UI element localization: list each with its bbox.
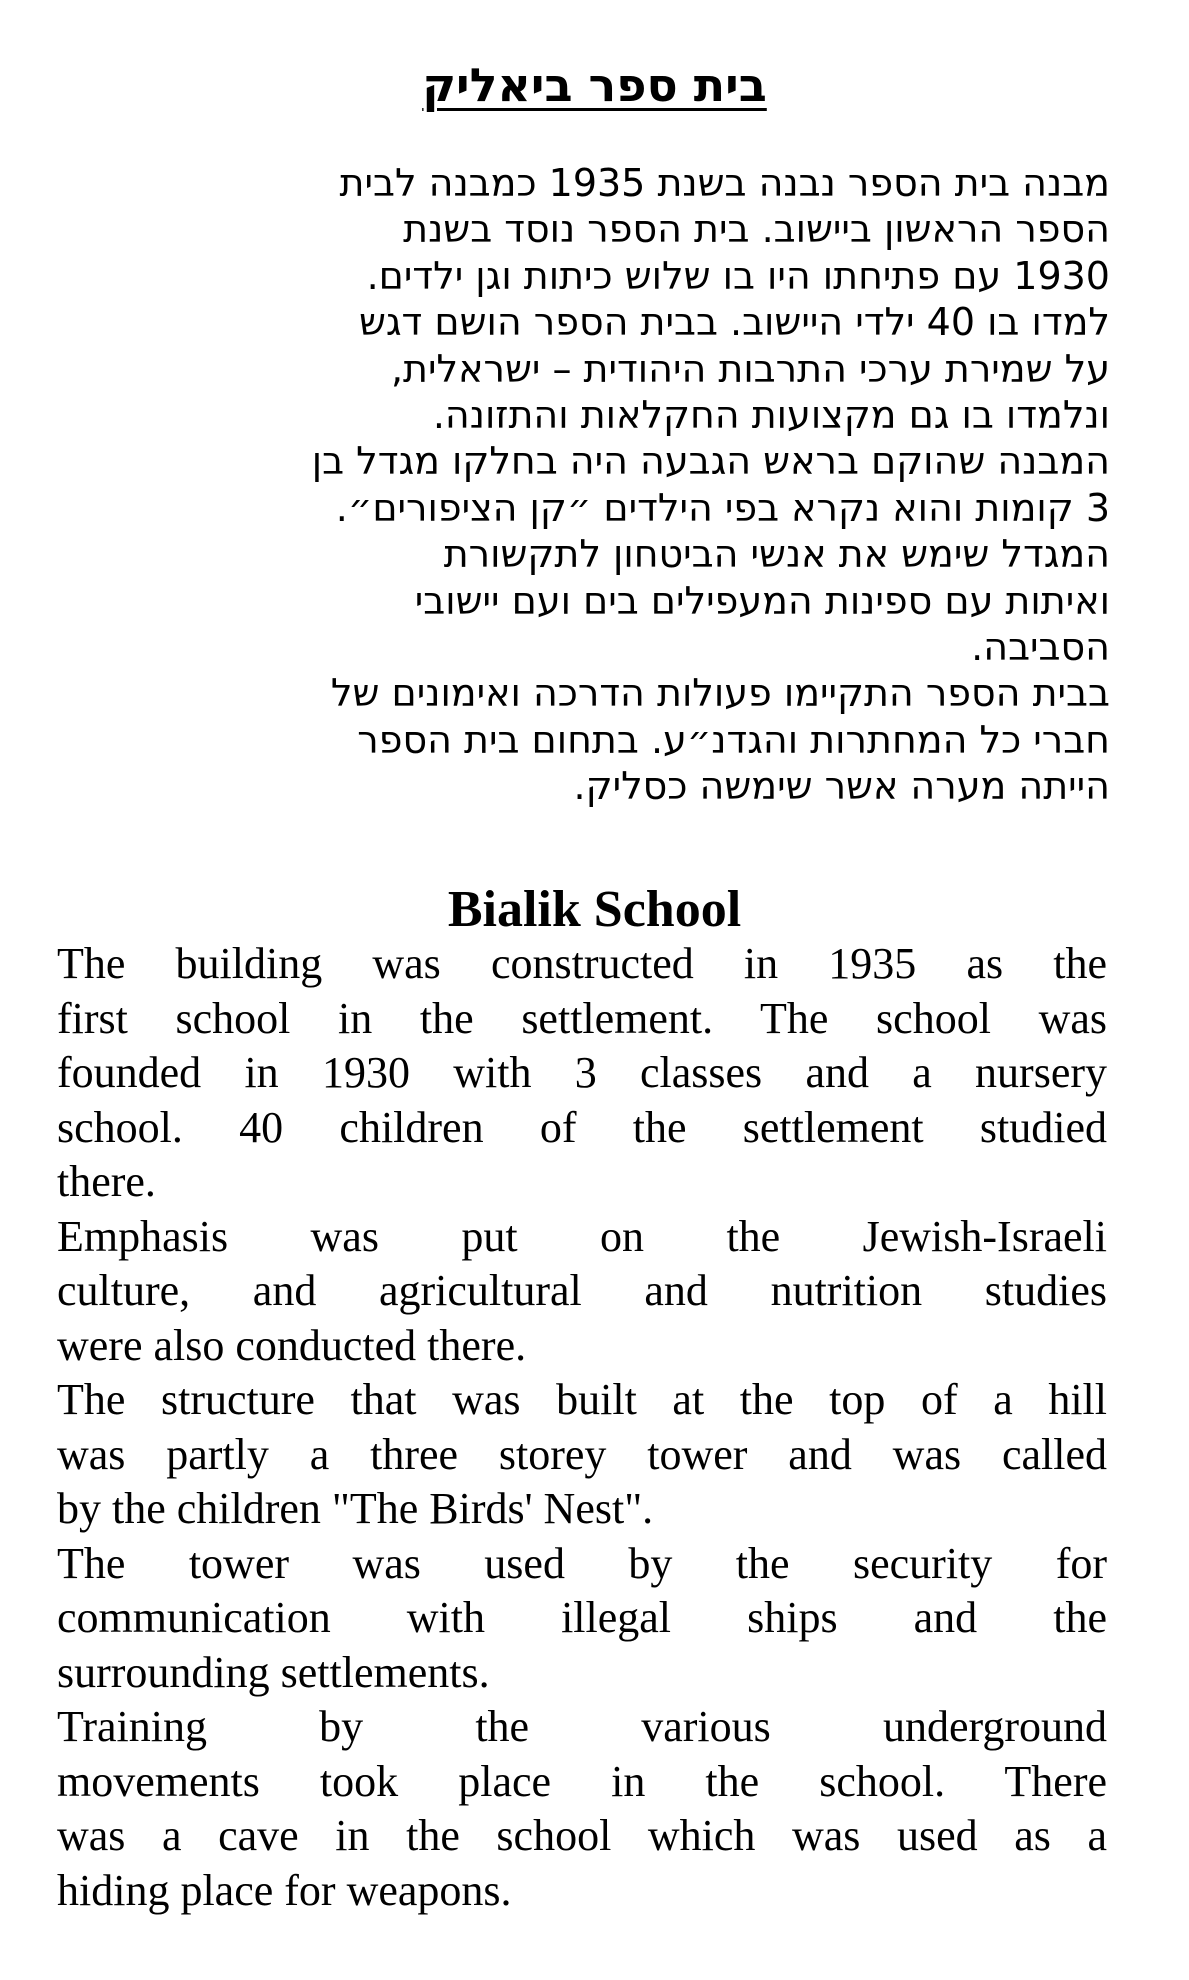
english-line: The building was constructed in 1935 as the — [57, 939, 1107, 988]
hebrew-line: בבית הספר התקיימו פעולות הדרכה ואימונים של — [330, 671, 1110, 716]
english-line: The structure that was built at the top of a hill — [57, 1375, 1107, 1424]
hebrew-line: ואיתות עם ספינות המעפילים בים ועם יישובי — [414, 578, 1110, 623]
hebrew-line: 1930 עם פתיחתו היו בו שלוש כיתות וגן ילדים. — [366, 253, 1110, 298]
english-line: founded in 1930 with 3 classes and a nursery — [57, 1048, 1107, 1097]
hebrew-line: על שמירת ערכי התרבות היהודית – ישראלית, — [390, 346, 1110, 391]
english-line: was partly a three storey tower and was called — [57, 1429, 1107, 1479]
english-line: Training by the various underground — [57, 1702, 1107, 1751]
english-line: first school in the settlement. The school was — [57, 993, 1107, 1043]
english-line: there. — [57, 1157, 156, 1206]
english-line: communication with illegal ships and the — [57, 1593, 1107, 1642]
hebrew-line: חברי כל המחתרות והגדנ״ע. בתחום בית הספר — [357, 717, 1110, 762]
english-line: school. 40 children of the settlement studied — [57, 1102, 1107, 1152]
hebrew-line: מבנה בית הספר נבנה בשנת 1935 כמבנה לבית — [339, 161, 1110, 205]
hebrew-title: בית ספר ביאליק — [422, 58, 767, 112]
english-line: movements took place in the school. There — [57, 1756, 1107, 1806]
english-line: culture, and agricultural and nutrition studies — [57, 1266, 1107, 1315]
hebrew-line: הספר הראשון ביישוב. בית הספר נוסד בשנת — [403, 207, 1110, 252]
hebrew-line: המגדל שימש את אנשי הביטחון לתקשורת — [443, 532, 1110, 577]
english-body — [57, 937, 1107, 1918]
english-title: Bialik School — [447, 881, 742, 938]
english-line: were also conducted there. — [57, 1320, 527, 1370]
hebrew-line: המבנה שהוקם בראש הגבעה היה בחלקו מגדל בן — [311, 439, 1110, 484]
english-line: hiding place for weapons. — [57, 1865, 512, 1915]
english-line: surrounding settlements. — [57, 1647, 490, 1697]
english-line: The tower was used by the security for — [57, 1538, 1107, 1588]
english-line: was a cave in the school which was used as a — [57, 1811, 1107, 1860]
english-line: by the children "The Birds' Nest". — [57, 1484, 654, 1533]
hebrew-line: למדו בו 40 ילדי היישוב. בבית הספר הושם דגש — [358, 300, 1110, 345]
hebrew-line: 3 קומות והוא נקרא בפי הילדים ״קן הציפורים״. — [335, 485, 1110, 530]
hebrew-line: הייתה מערה אשר שימשה כסליק. — [573, 764, 1110, 809]
hebrew-line: ונלמדו בו גם מקצועות החקלאות והתזונה. — [432, 392, 1110, 437]
hebrew-line: הסביבה. — [971, 624, 1110, 669]
english-line: Emphasis was put on the Jewish-Israeli — [57, 1211, 1107, 1261]
hebrew-body — [80, 160, 1110, 809]
